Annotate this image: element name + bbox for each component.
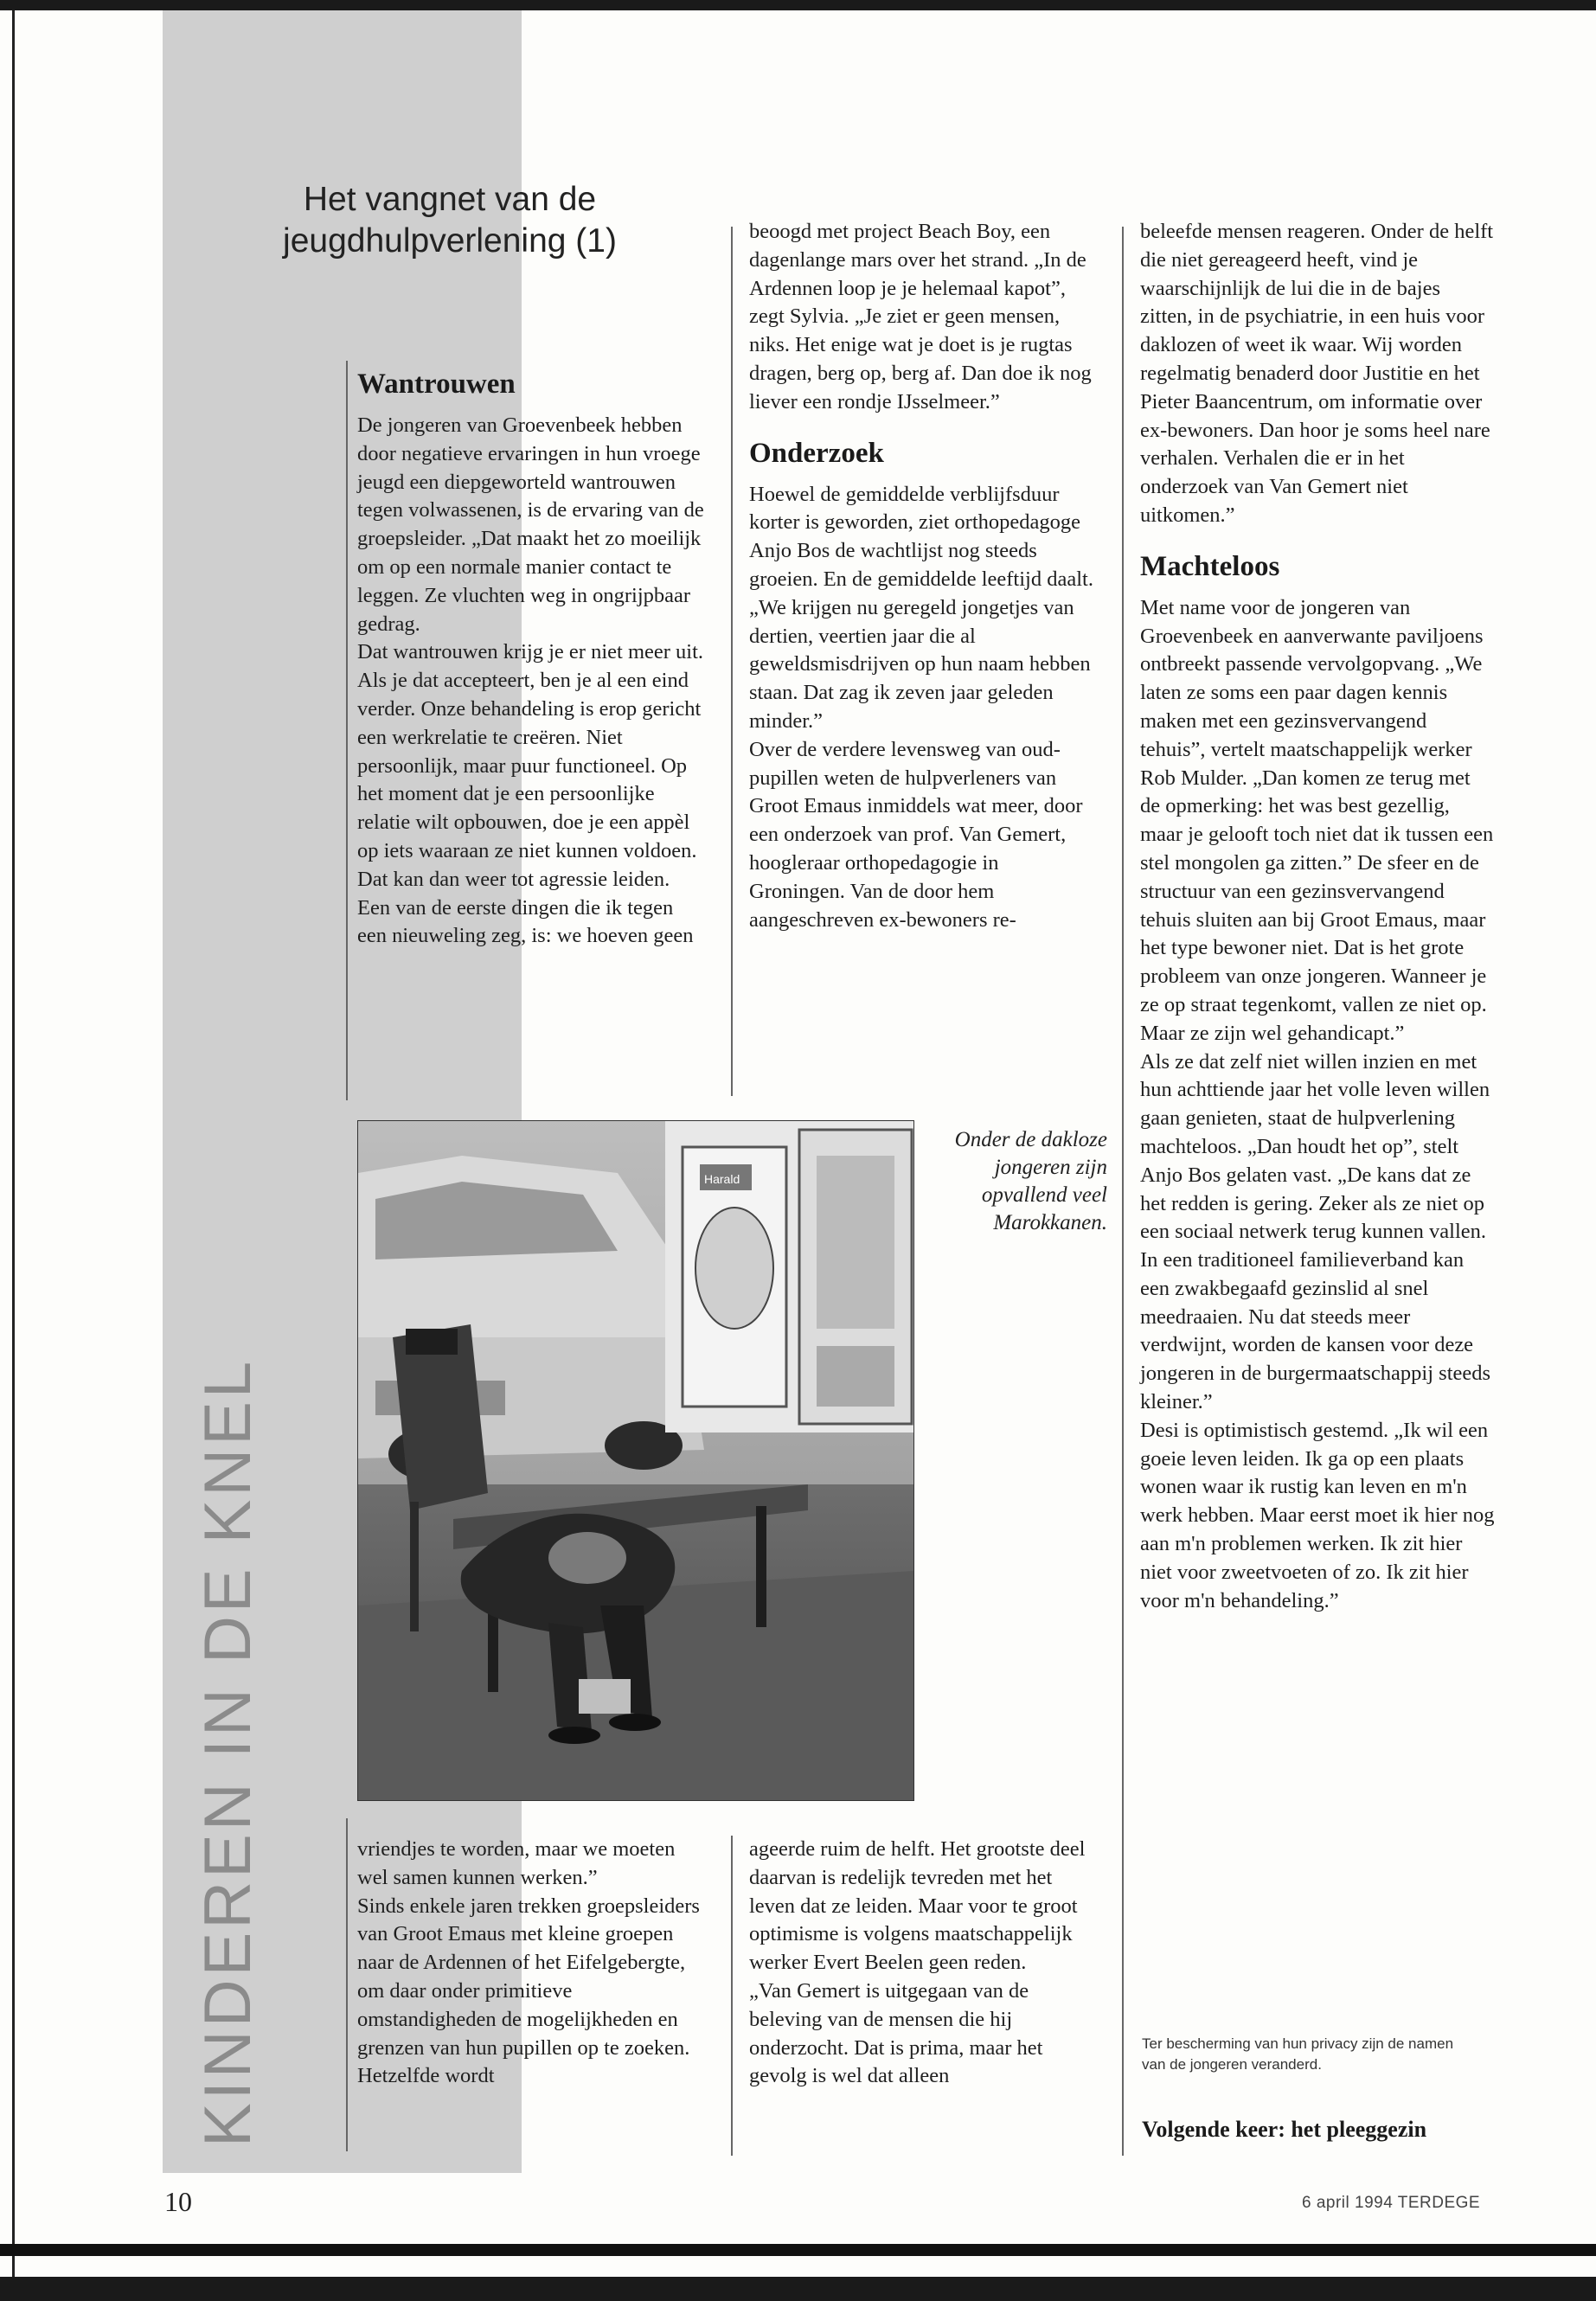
heading-machteloos: Machteloos [1140,550,1280,582]
page-left-edge [12,10,15,2277]
heading-onderzoek: Onderzoek [749,437,884,469]
bottom-border [0,2244,1596,2256]
column-3 [1140,218,1495,1615]
column-rule-left-bottom [346,1818,348,2151]
column-2-bottom [749,1836,1099,2091]
issue-footer: 6 april 1994 TERDEGE [1302,2194,1481,2212]
paragraph: De jongeren van Groevenbeek hebben door negatieve ervaringen in hun vroege jeugd een diepgeworteld wantrouwen tegen volwassenen, is de ervaring van de groepsleider. „Dat maakt het zo moeilijk om op een normale manier contact te leggen. Ze vluchten weg in ongrijpbaar gedrag. [357,413,704,636]
paragraph: Over de verdere levensweg van oud-pupillen weten de hulpverleners van Groot Emaus inmiddels wat meer, door een onderzoek van prof. Van Gemert, hoogleraar orthopedagogie in Groningen. Van de door hem aangeschreven ex-bewoners re- [749,737,1083,932]
paragraph: Dat wantrouwen krijg je er niet meer uit. Als je dat accepteert, ben je al een eind verder. Onze behandeling is erop gericht een werkrelatie te creëren. Niet persoonlijk, maar puur functioneel. Op het moment dat je een persoonlijke relatie wilt opbouwen, doe je een appèl op iets waaraan ze niet kunnen voldoen. Dat kan dan weer tot agressie leiden. Een van de eerste dingen die ik tegen een nieuweling zeg, is: we hoeven geen [357,640,704,948]
photo-caption: Onder de dakloze jongeren zijn opvallend veel Marokkanen. [954,1128,1107,1234]
column-2-top [749,218,1099,934]
column-rule-left-top [346,361,348,1100]
paragraph: Sinds enkele jaren trekken groepsleiders van Groot Emaus met kleine groepen naar de Ardennen of het Eifelgebergte, om daar onder primitieve omstandigheden de mogelijkheden en grenzen van hun pupillen op te zoeken. Hetzelfde wordt [357,1894,700,2088]
column-rule-middle-bottom [731,1836,733,2156]
column-1-bottom [357,1836,708,2091]
paragraph: vriendjes te worden, maar we moeten wel samen kunnen werken.” [357,1837,676,1889]
paragraph: Hoewel de gemiddelde verblijfsduur korter is geworden, ziet orthopedagoge Anjo Bos de wachtlijst nog steeds groeien. En de gemiddelde leeftijd daalt. „We krijgen nu geregeld jongetjes van dertien, veertien jaar die al geweldsmisdrijven op hun naam hebben staan. Dat zag ik zeven jaar geleden minder.” [749,482,1093,733]
poster-text: Harald [704,1172,740,1186]
paragraph: beleefde mensen reageren. Onder de helft die niet gereageerd heeft, vind je waarschijnlijk de lui die in de bajes zitten, in de psychiatrie, in een huis voor daklozen of weet ik waar. Wij worden regelmatig benaderd door Justitie en het Pieter Baancentrum, om informatie over ex-bewoners. Dan hoor je soms heel nare verhalen. Verhalen die er in het onderzoek van Van Gemert niet uitkomen.” [1140,220,1494,527]
paragraph: „Van Gemert is uitgegaan van de beleving van de mensen die hij onderzocht. Dat is prima, maar het gevolg is wel dat alleen [749,1978,1043,2088]
page-number: 10 [164,2186,192,2217]
column-rule-right [1122,227,1124,2156]
heading-wantrouwen: Wantrouwen [357,369,516,400]
next-episode: Volgende keer: het pleeggezin [1142,2117,1427,2142]
paragraph: beoogd met project Beach Boy, een dagenlange mars over het strand. „In de Ardennen loop je je helemaal kapot”, zegt Sylvia. „Je ziet er geen mensen, niks. Het enige wat je doet is je rugtas dragen, berg op, berg af. Dan doe ik nog liever een rondje IJsselmeer.” [749,220,1092,413]
series-title-vertical: KINDEREN IN DE KNEL [191,1357,265,2147]
paragraph: Desi is optimistisch gestemd. „Ik wil een goeie leven leiden. Ik ga op een plaats wonen waar ik rustig kan leven en m'n werk hebben. Maar eerst moet ik hier nog aan m'n problemen werken. Ik zit hier niet voor zweetvoeten of zo. Ik zit hier voor m'n behandeling.” [1140,1418,1495,1612]
paragraph: ageerde ruim de helft. Het grootste deel daarvan is redelijk tevreden met het leven dat ze leiden. Maar voor te groot optimisme is volgens maatschappelijk werker Evert Beelen geen reden. [749,1837,1086,1975]
privacy-note: Ter bescherming van hun privacy zijn de namen van de jongeren veranderd. [1142,2035,1454,2073]
column-rule-middle-top [731,227,733,1096]
street-photo [357,1120,914,1801]
photo-illustration [358,1121,913,1800]
paragraph: Als ze dat zelf niet willen inzien en met hun achttiende jaar het volle leven willen gaan genieten, staat de hulpverlening machteloos. „Dan houdt het op”, stelt Anjo Bos gelaten vast. „De kans dat ze het redden is gering. Zeker als ze niet op een sociaal netwerk terug kunnen vallen. In een traditioneel familieverband kan een zwakbegaafd gezinslid al snel meedraaien. Nu dat steeds meer verdwijnt, worden de kansen voor deze jongeren in de burgermaatschappij steeds kleiner.” [1140,1049,1491,1414]
column-1-top [357,367,708,951]
paragraph: Met name voor de jongeren van Groevenbeek en aanverwante paviljoens ontbreekt passende vervolgopvang. „We laten ze soms een paar dagen kennis maken met een gezinsvervangend tehuis”, vertelt maatschappelijk werker Rob Mulder. „Dan komen ze terug met de opmerking: het was best gezellig, maar je gelooft toch niet dat ik tussen een stel mongolen ga zitten.” De sfeer en de structuur van een gezinsvervangend tehuis sluiten aan bij Groot Emaus, maar het type bewoner niet. Dat is het grote probleem van onze jongeren. Wanneer je ze op straat tegenkomt, vallen ze niet op. Maar ze zijn wel gehandicapt.” [1140,595,1494,1045]
magazine-page [0,10,1596,2277]
article-title: Het vangnet van de jeugdhulpverlening (1) [283,181,617,260]
